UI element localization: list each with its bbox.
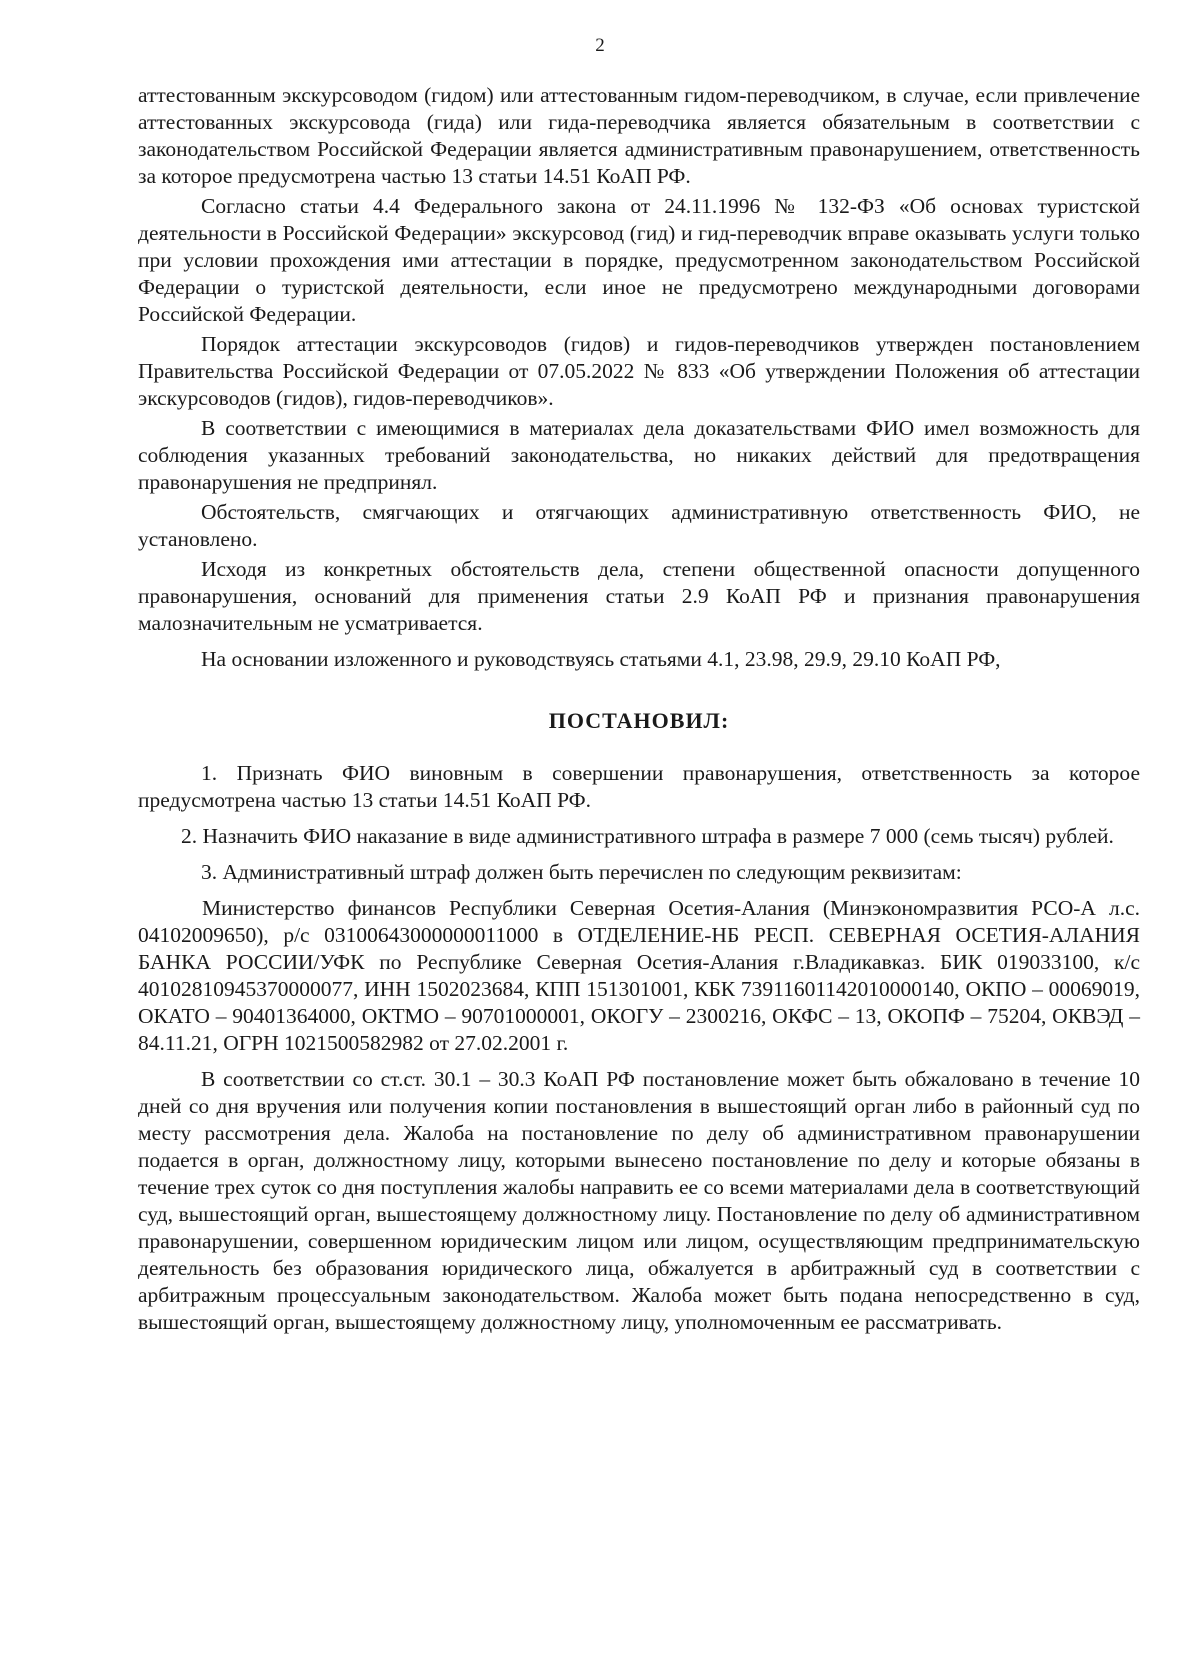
appeal-paragraph: В соответствии со ст.ст. 30.1 – 30.3 КоАП РФ постановление может быть обжаловано в течение 10 дней со дня вручения или получения копии постановления в вышестоящий орган либо в районный суд по месту рассмотрения дела. Жалоба на постановление по делу об административном правонарушении подается в орган, должностному лицу, которыми вынесено постановление по делу и которые обязаны в течение трех суток со дня поступления жалобы направить ее со всеми материалами дела в соответствующий суд, вышестоящий орган, вышестоящему должностному лицу. Постановление по делу об административном правонарушении, совершенном юридическим лицом или лицом, осуществляющим предпринимательскую деятельность без образования юридического лица, обжалуется в арбитражный суд в соответствии с арбитражным процессуальным законодательством. Жалоба может быть подана непосредственно в суд, вышестоящий орган, вышестоящему должностному лицу, уполномоченным ее рассматривать.: [138, 1067, 1140, 1334]
resolution-item-3: 3. Административный штраф должен быть перечислен по следующим реквизитам:: [201, 860, 962, 884]
page-number: 2: [595, 35, 605, 56]
paragraph-attestation-order: Порядок аттестации экскурсоводов (гидов) и гидов-переводчиков утвержден постановлением Правительства Российской Федерации от 07.05.2022 № 833 «Об утверждении Положения об аттестации экскурсоводов (гидов), гидов-переводчиков».: [138, 332, 1140, 410]
paragraph-law-article: Согласно статьи 4.4 Федерального закона от 24.11.1996 № 132-ФЗ «Об основах туристской деятельности в Российской Федерации» экскурсовод (гид) и гид-переводчик вправе оказывать услуги только при условии прохождения ими аттестации в порядке, предусмотренном законодательством Российской Федерации о туристской деятельности, если иное не предусмотрено международными договорами Российской Федерации.: [138, 194, 1140, 326]
payment-requisites: Министерство финансов Республики Северная Осетия-Алания (Минэкономразвития РСО-А л.с. 04102009650), р/с 03100643000000011000 в ОТДЕЛЕНИЕ-НБ РЕСП. СЕВЕРНАЯ ОСЕТИЯ-АЛАНИЯ БАНКА РОССИИ/УФК по Республике Северная Осетия-Алания г.Владикавказ. БИК 019033100, к/с 40102810945370000077, ИНН 1502023684, КПП 151301001, КБК 73911601142010000140, ОКПО – 00069019, ОКАТО – 90401364000, ОКТМО – 90701000001, ОКОГУ – 2300216, ОКФС – 13, ОКОПФ – 75204, ОКВЭД – 84.11.21, ОГРН 1021500582982 от 27.02.2001 г.: [138, 896, 1140, 1055]
resolution-item-1: 1. Признать ФИО виновным в совершении правонарушения, ответственность за которое предусмотрена частью 13 статьи 14.51 КоАП РФ.: [138, 761, 1140, 812]
paragraph-grounds: На основании изложенного и руководствуясь статьями 4.1, 23.98, 29.9, 29.10 КоАП РФ,: [201, 647, 1001, 671]
paragraph-continuation: аттестованным экскурсоводом (гидом) или аттестованным гидом-переводчиком, в случае, если привлечение аттестованных экскурсовода (гида) или гида-переводчика является обязательным в соответствии с законодательством Российской Федерации является административным правонарушением, ответственность за которое предусмотрена частью 13 статьи 14.51 КоАП РФ.: [138, 83, 1140, 188]
resolution-heading: ПОСТАНОВИЛ:: [548, 708, 730, 733]
resolution-item-2: 2. Назначить ФИО наказание в виде административного штрафа в размере 7 000 (семь тысяч) рублей.: [181, 824, 1114, 848]
paragraph-circumstances: Обстоятельств, смягчающих и отягчающих административную ответственность ФИО, не установлено.: [138, 500, 1140, 551]
paragraph-evidence: В соответствии с имеющимися в материалах дела доказательствами ФИО имел возможность для соблюдения указанных требований законодательства, но никаких действий для предотвращения правонарушения не предпринял.: [138, 416, 1140, 494]
paragraph-insignificance: Исходя из конкретных обстоятельств дела, степени общественной опасности допущенного правонарушения, оснований для применения статьи 2.9 КоАП РФ и признания правонарушения малозначительным не усматривается.: [138, 557, 1140, 635]
document-body: [138, 82, 1140, 1336]
